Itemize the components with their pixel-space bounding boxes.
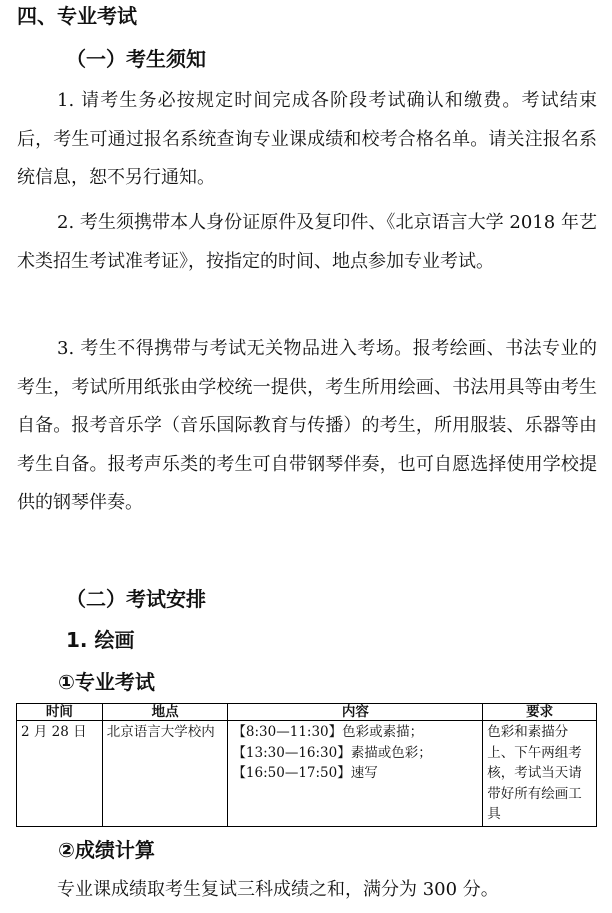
header-content: 内容 <box>228 704 483 721</box>
table-row <box>17 721 597 827</box>
session-3: 【16:50—17:50】速写 <box>232 765 378 781</box>
cell-content <box>228 721 483 827</box>
cell-location: 北京语言大学校内 <box>102 721 228 827</box>
table-header-row <box>17 704 597 721</box>
section-title: 四、专业考试 <box>17 4 137 28</box>
notice-item-2: 2. 考生须携带本人身份证原件及复印件、《北京语言大学 2018 年艺术类招生考试准考证》，按指定的时间、地点参加专业考试。 <box>17 212 597 272</box>
cell-date: 2 月 28 日 <box>17 721 103 827</box>
notice-item-1: 1. 请考生务必按规定时间完成各阶段考试确认和缴费。考试结束后，考生可通过报名系统查询专业课成绩和校考合格名单。请关注报名系统信息，恕不另行通知。 <box>17 90 597 188</box>
notice-title: （一）考生须知 <box>66 47 206 71</box>
score-text: 专业课成绩取考生复试三科成绩之和，满分为 300 分。 <box>57 879 499 900</box>
schedule-table <box>16 703 597 827</box>
header-time: 时间 <box>17 704 103 721</box>
arrangement-title: （二）考试安排 <box>66 587 206 611</box>
cell-requirement: 色彩和素描分上、下午两组考核，考试当天请带好所有绘画工具 <box>483 721 597 827</box>
notice-item-3: 3. 考生不得携带与考试无关物品进入考场。报考绘画、书法专业的考生，考试所用纸张由学校统一提供，考生所用绘画、书法用具等由考生自备。报考音乐学（音乐国际教育与传播）的考生，所用服装、乐器等由考生自备。报考声乐类的考生可自带钢琴伴奏，也可自愿选择使用学校提供的钢琴伴奏。 <box>17 338 597 513</box>
exam-title: ①专业考试 <box>58 670 155 694</box>
session-1: 【8:30—11:30】色彩或素描； <box>232 724 424 740</box>
header-requirement: 要求 <box>483 704 597 721</box>
subject-title: 1. 绘画 <box>66 628 135 652</box>
score-title: ②成绩计算 <box>58 838 155 862</box>
header-location: 地点 <box>102 704 228 721</box>
session-2: 【13:30—16:30】素描或色彩； <box>232 744 432 761</box>
